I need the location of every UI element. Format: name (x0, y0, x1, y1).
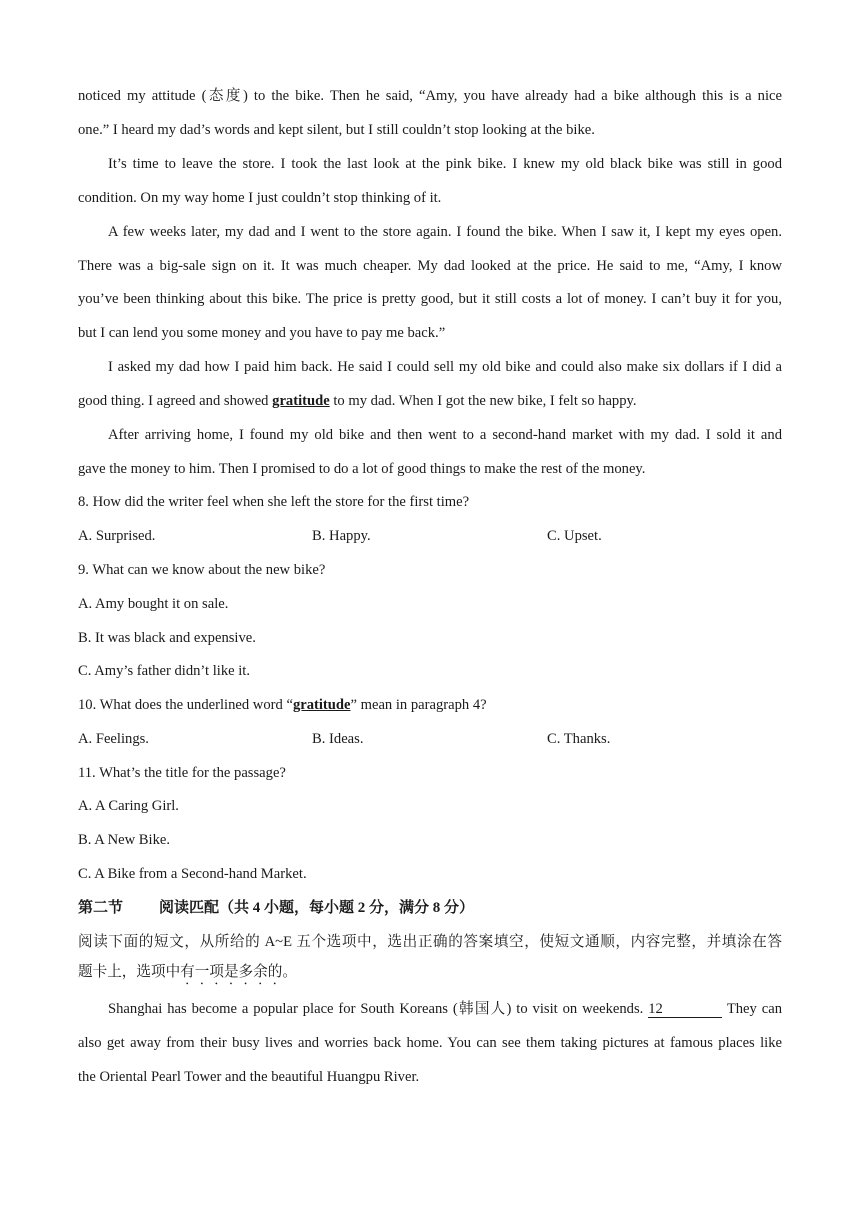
question-9-option-a: A. Amy bought it on sale. (78, 596, 229, 612)
passage-line: gave the money to him. Then I promised to do a lot of good things to make the rest of the money. (78, 461, 646, 477)
question-9-option-b: B. It was black and expensive. (78, 630, 256, 646)
passage-line: A few weeks later, my dad and I went to the store again. I found the bike. When I saw it, I kept my eyes open. (108, 224, 782, 240)
question-8-option-c: C. Upset. (547, 528, 602, 544)
question-11-stem: 11. What’s the title for the passage? (78, 765, 286, 781)
passage-line: There was a big-sale sign on it. It was much cheaper. My dad looked at the price. He said to me, “Amy, I know (78, 258, 782, 274)
passage-line: the Oriental Pearl Tower and the beautiful Huangpu River. (78, 1069, 420, 1085)
section-label: 第二节 (78, 900, 124, 916)
question-9-option-c: C. Amy’s father didn’t like it. (78, 663, 251, 679)
passage-text: good thing. I agreed and showed (78, 393, 273, 409)
question-10-option-a: A. Feelings. (78, 731, 149, 747)
passage-line: I asked my dad how I paid him back. He said I could sell my old bike and could also make six dollars if I did a (108, 359, 782, 375)
instruction-text: 题卡上，选项中 (78, 964, 181, 980)
passage-line: noticed my attitude (态度) to the bike. Then he said, “Amy, you have already had a bike although this is a nice (78, 88, 782, 104)
section-heading (78, 898, 474, 918)
instruction-text: 。 (282, 964, 297, 980)
question-8-option-b: B. Happy. (312, 528, 371, 544)
emphasized-text: 有一项是多余的 (180, 964, 283, 980)
passage-text: Shanghai has become a popular place for South Koreans (韩国人) to visit on weekends. (108, 1001, 649, 1017)
passage-line: It’s time to leave the store. I took the last look at the pink bike. I knew my old black bike was still in good (108, 156, 782, 172)
answer-blank-12: 12 (648, 1001, 722, 1018)
instruction-line (78, 962, 297, 988)
passage-line: After arriving home, I found my old bike and then went to a second-hand market with my dad. I sold it and (108, 427, 782, 443)
question-9-stem: 9. What can we know about the new bike? (78, 562, 326, 578)
passage-line: you’ve been thinking about this bike. The price is pretty good, but it still costs a lot of money. I can’t buy it for you, (78, 291, 782, 307)
question-11-option-a: A. A Caring Girl. (78, 798, 179, 814)
question-text: ” mean in paragraph 4? (350, 697, 487, 713)
passage-line: but I can lend you some money and you have to pay me back.” (78, 325, 446, 341)
passage-text: They can (722, 1001, 782, 1017)
underlined-word-gratitude: gratitude (292, 697, 351, 713)
passage-line: one.” I heard my dad’s words and kept silent, but I still couldn’t stop looking at the bike. (78, 122, 595, 138)
question-10-stem (78, 695, 487, 715)
passage-line: also get away from their busy lives and worries back home. You can see them taking pictures at famous places like (78, 1035, 782, 1051)
passage-line (108, 999, 782, 1019)
passage-line (78, 391, 637, 411)
passage-text: to my dad. When I got the new bike, I felt so happy. (329, 393, 637, 409)
question-text: 10. What does the underlined word “ (78, 697, 293, 713)
question-10-option-c: C. Thanks. (547, 731, 611, 747)
passage-line: condition. On my way home I just couldn’t stop thinking of it. (78, 190, 442, 206)
question-11-option-c: C. A Bike from a Second-hand Market. (78, 866, 307, 882)
question-10-option-b: B. Ideas. (312, 731, 364, 747)
underlined-word-gratitude: gratitude (272, 393, 330, 409)
question-8-stem: 8. How did the writer feel when she left the store for the first time? (78, 494, 470, 510)
instruction-line: 阅读下面的短文，从所给的 A~E 五个选项中，选出正确的答案填空，使短文通顺，内容完整，并填涂在答 (78, 934, 782, 950)
question-11-option-b: B. A New Bike. (78, 832, 171, 848)
question-8-option-a: A. Surprised. (78, 528, 156, 544)
section-title: 阅读匹配（共 4 小题，每小题 2 分，满分 8 分） (159, 900, 475, 916)
